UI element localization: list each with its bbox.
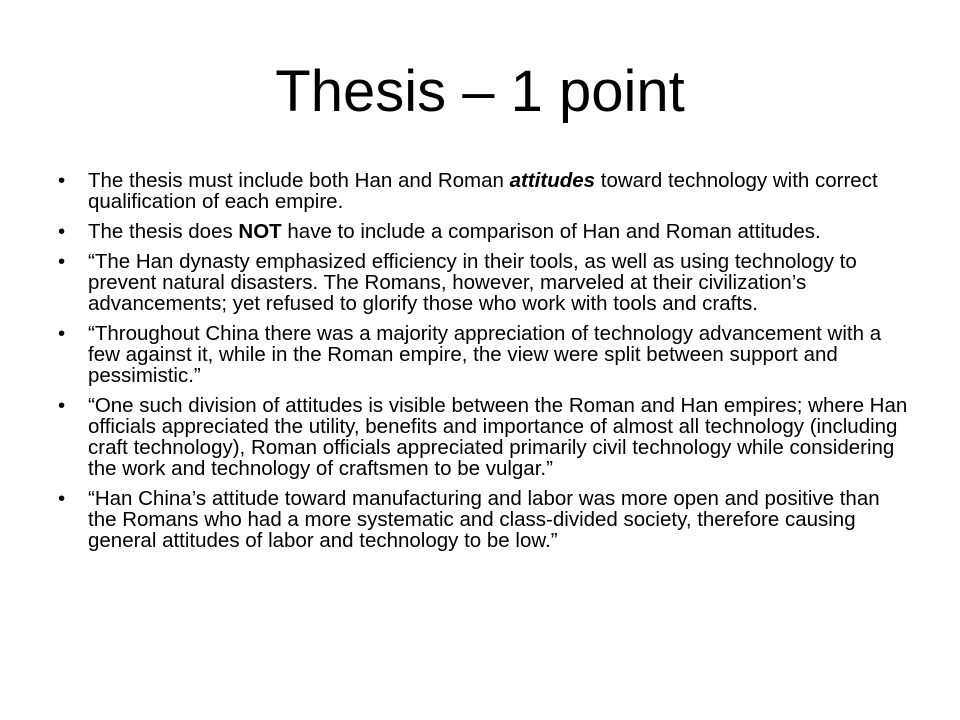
emphasis-text: NOT <box>238 220 282 243</box>
bullet-text: “Han China’s attitude toward manufacturing and labor was more open and positive than the Romans who had a more systematic and class-divided society, therefore causing general attitudes of labor and technology to be low.” <box>88 487 880 552</box>
bullet-icon: • <box>58 250 66 273</box>
bullet-list <box>58 170 908 560</box>
bullet-text: “One such division of attitudes is visible between the Roman and Han empires; where Han officials appreciated the utility, benefits and importance of almost all technology (including craft technology), Roman officials appreciated primarily civil technology while considering the work and technology of craftsmen to be vulgar.” <box>88 394 908 480</box>
bullet-item <box>58 323 908 386</box>
bullet-icon: • <box>58 322 66 345</box>
bullet-item <box>58 488 908 551</box>
bullet-item <box>58 395 908 479</box>
bullet-text: The thesis does NOT have to include a comparison of Han and Roman attitudes. <box>88 220 821 243</box>
bullet-icon: • <box>58 487 66 510</box>
bullet-item <box>58 251 908 314</box>
bullet-icon: • <box>58 394 66 417</box>
bullet-item <box>58 221 908 242</box>
bullet-item <box>58 170 908 212</box>
bullet-text: The thesis must include both Han and Roman attitudes toward technology with correct qualification of each empire. <box>88 169 878 213</box>
bullet-text: “Throughout China there was a majority appreciation of technology advancement with a few against it, while in the Roman empire, the view were split between support and pessimistic.” <box>88 322 882 387</box>
emphasis-text: attitudes <box>509 169 596 192</box>
bullet-icon: • <box>58 220 66 243</box>
slide-title: Thesis – 1 point <box>275 59 685 124</box>
bullet-text: “The Han dynasty emphasized efficiency in their tools, as well as using technology to prevent natural disasters. The Romans, however, marveled at their civilization’s advancements; yet refused to glorify those who work with tools and crafts. <box>88 250 857 315</box>
bullet-icon: • <box>58 169 66 192</box>
